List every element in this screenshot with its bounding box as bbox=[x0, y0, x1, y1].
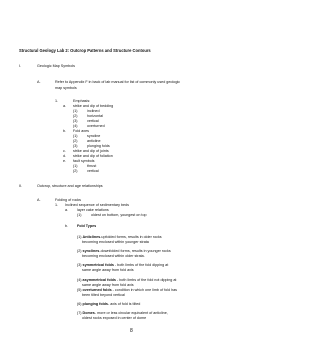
sub-text: plunging folds bbox=[87, 144, 110, 148]
sub-text: anticline bbox=[87, 139, 101, 143]
item-c-text: strike and dip of joints bbox=[73, 149, 109, 153]
fold-term: overturned folds bbox=[82, 288, 112, 292]
fold-term: Anticlines bbox=[82, 235, 101, 239]
fold-number: (2) synclines-downfolded forms, results in younger rocks bbox=[77, 249, 171, 253]
item-a-text: strike and dip of bedding bbox=[73, 104, 114, 108]
fold-term: Domes bbox=[82, 311, 95, 315]
item-b-text: Fold axes bbox=[73, 129, 89, 133]
sub-number: (4) bbox=[73, 124, 78, 128]
sub-number: (1) bbox=[73, 134, 78, 138]
fold-desc-line2: been tilted beyond vertical bbox=[82, 293, 125, 297]
item-2A-marker: A. bbox=[37, 198, 41, 202]
item-2a1-number: (1) bbox=[77, 213, 82, 217]
item-e-text: fault symbols bbox=[73, 159, 95, 163]
section-1-heading: Geologic Map Symbols bbox=[37, 64, 75, 68]
sub-number: (2) bbox=[73, 169, 78, 173]
item-2-1-text: Inclined sequence of sedimentary beds bbox=[65, 203, 129, 207]
page-title: Structural Geology Lab 2: Outcrop Patterns and Structure Contours bbox=[19, 48, 151, 53]
item-c-marker: c. bbox=[63, 149, 66, 153]
item-e-marker: e. bbox=[63, 159, 67, 163]
fold-term: asymmetrical folds bbox=[82, 278, 116, 282]
sub-number: (1) bbox=[73, 164, 78, 168]
sub-number: (3) bbox=[73, 144, 78, 148]
sub-number: (2) bbox=[73, 114, 78, 118]
sub-number: (2) bbox=[73, 139, 78, 143]
item-2A-text: Folding of rocks bbox=[55, 198, 82, 202]
fold-number: (3) symmetrical folds - both limbs of the fold dipping at bbox=[77, 263, 169, 267]
item-d-text: strike and dip of foliation bbox=[73, 154, 113, 158]
item-2a1-text: oldest on bottom, youngest on top bbox=[91, 213, 147, 217]
fold-term: symmetrical folds bbox=[82, 263, 114, 267]
fold-desc-line2: same angle away from fold axis bbox=[82, 283, 134, 287]
item-2b-marker: b. bbox=[65, 224, 69, 228]
sub-text: vertical bbox=[87, 169, 99, 173]
sub-text: vertical bbox=[87, 119, 99, 123]
item-a-marker: a. bbox=[63, 104, 67, 108]
item-1A-line1: Refer to Appendix F in back of lab manual for list of commonly used geologic bbox=[55, 80, 181, 84]
fold-types-heading: Fold Types bbox=[77, 224, 97, 228]
fold-number: (6) plunging folds- axis of fold is tilted bbox=[77, 302, 141, 306]
page-number: 8 bbox=[130, 328, 133, 334]
sub-text: thrust bbox=[87, 164, 97, 168]
section-2-number: II. bbox=[19, 184, 23, 188]
section-2-heading: Outcrop, structure and age relationships bbox=[37, 184, 103, 188]
item-1A-marker: A. bbox=[37, 80, 41, 84]
fold-number: (5) overturned folds - condition in which one limb of fold has bbox=[77, 288, 178, 292]
sub-text: horizontal bbox=[87, 114, 103, 118]
item-1A-line2: map symbols bbox=[55, 86, 77, 90]
sub-text: inclined bbox=[87, 109, 100, 113]
item-2a-marker: a. bbox=[65, 208, 69, 212]
sub-number: (3) bbox=[73, 119, 78, 123]
sub-text: syncline bbox=[87, 134, 101, 138]
sub-text: overturned bbox=[87, 124, 105, 128]
sub-number: (1) bbox=[73, 109, 78, 113]
item-2a-text: layer cake relations bbox=[77, 208, 109, 212]
fold-desc-line2: same angle away from fold axis bbox=[82, 268, 134, 272]
item-2-1-marker: 1. bbox=[55, 203, 59, 207]
section-1-number: I. bbox=[19, 64, 22, 68]
fold-number: (1) Anticlines-upfolded forms, results in older rocks bbox=[77, 235, 162, 239]
item-1-marker: 1. bbox=[55, 99, 59, 103]
fold-desc-line2: oldest rocks exposed in center of dome bbox=[82, 316, 147, 320]
item-b-marker: b. bbox=[63, 129, 67, 133]
fold-term: synclines bbox=[82, 249, 100, 253]
fold-number: (4) asymmetrical folds - both limbs of the fold not dipping at bbox=[77, 278, 177, 282]
fold-desc-line2: becoming enclosed within younger strata bbox=[82, 240, 149, 244]
item-d-marker: d. bbox=[63, 154, 67, 158]
fold-term: plunging folds bbox=[82, 302, 108, 306]
item-1-label: Emphasis: bbox=[73, 99, 91, 103]
fold-number: (7) Domes- more or less circular equivalent of anticline, bbox=[77, 311, 168, 315]
fold-desc-line2: becoming enclosed within older strata. bbox=[82, 254, 145, 258]
